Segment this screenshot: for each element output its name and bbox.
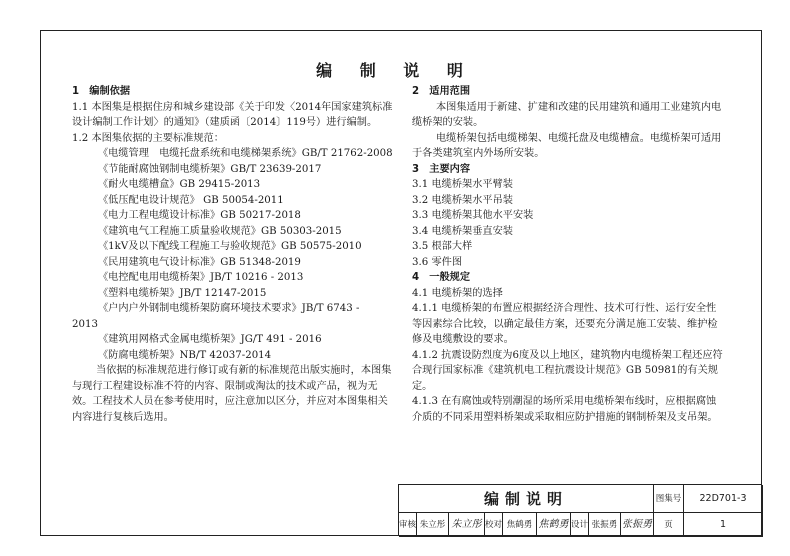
section-4-1-3-text: 4.1.3 在有腐蚀或特别潮湿的场所采用电缆桥架布线时，应根据腐蚀介质的不同采用塑料桥架或采取相应防护措施的钢制桥架及支吊架。 bbox=[412, 396, 718, 423]
section-1-heading: 1 编制依据 bbox=[72, 86, 131, 97]
standard-item: 《电控配电用电缆桥架》JB/T 10216 - 2013 bbox=[98, 272, 304, 283]
atlas-number: 22D701-3 bbox=[684, 485, 763, 513]
designer-signature: 张振勇 bbox=[621, 513, 654, 537]
check-label: 校对 bbox=[485, 513, 503, 537]
section-2-heading: 2 适用范围 bbox=[412, 86, 471, 97]
title-block-name: 编制说明 bbox=[399, 485, 654, 513]
section-3-item: 3.3 电缆桥架其他水平安装 bbox=[412, 210, 534, 221]
standard-item: 《1kV及以下配线工程施工与验收规范》GB 50575-2010 bbox=[98, 241, 362, 252]
standard-item-cont: 2013 bbox=[72, 318, 98, 330]
standard-item: 《户内户外钢制电缆桥架防腐环境技术要求》JB/T 6743 - bbox=[98, 303, 360, 314]
section-4-1-text: 4.1 电缆桥架的选择 bbox=[412, 287, 503, 299]
reviewer-signature: 朱立彤 bbox=[449, 513, 485, 537]
section-4-1-1-text: 4.1.1 电缆桥架的布置应根据经济合理性、技术可行性、运行安全性等因素综合比较，以确定最佳方案，还要充分满足施工安装、维护检修及电缆敷设的要求。 bbox=[412, 303, 718, 345]
section-4-1-2-text: 4.1.2 抗震设防烈度为6度及以上地区，建筑物内电缆桥架工程还应符合现行国家标准《建筑机电工程抗震设计规范》GB 50981的有关规定。 bbox=[412, 349, 723, 392]
standard-item: 《建筑用网格式金属电缆桥架》JG/T 491 - 2016 bbox=[98, 334, 322, 345]
checker-signature: 焦鹤勇 bbox=[537, 513, 571, 537]
left-column bbox=[72, 84, 394, 425]
standard-item: 《民用建筑电气设计标准》GB 51348-2019 bbox=[98, 256, 301, 268]
standard-item: 《塑料电缆桥架》JB/T 12147-2015 bbox=[98, 287, 267, 299]
design-label: 设计 bbox=[571, 513, 589, 537]
checker-name: 焦鹤勇 bbox=[503, 513, 537, 537]
standard-item: 《低压配电设计规范》 GB 50054-2011 bbox=[98, 194, 284, 206]
designer-name: 张振勇 bbox=[589, 513, 621, 537]
atlas-number-label: 图集号 bbox=[654, 485, 684, 513]
standard-item: 《电力工程电缆设计标准》GB 50217-2018 bbox=[98, 210, 301, 221]
page-title: 编 制 说 明 bbox=[316, 61, 474, 80]
page-label: 页 bbox=[654, 513, 684, 537]
section-3-item: 3.2 电缆桥架水平吊装 bbox=[412, 194, 513, 206]
standard-item: 《耐火电缆槽盒》GB 29415-2013 bbox=[98, 179, 261, 190]
section-3-item: 3.6 零件图 bbox=[412, 256, 463, 268]
section-2-para-1: 本图集适用于新建、扩建和改建的民用建筑和通用工业建筑内电缆桥架的安装。 bbox=[412, 101, 722, 128]
title-block bbox=[398, 484, 762, 536]
section-3-item: 3.5 根部大样 bbox=[412, 241, 473, 252]
right-column bbox=[412, 84, 724, 425]
section-4-heading: 4 一般规定 bbox=[412, 272, 471, 283]
section-1-2-text: 1.2 本图集依据的主要标准规范： bbox=[72, 132, 224, 144]
section-3-heading: 3 主要内容 bbox=[412, 163, 471, 175]
section-2-para-2: 电缆桥架包括电缆梯架、电缆托盘及电缆槽盒。电缆桥架可适用于各类建筑室内外场所安装。 bbox=[412, 132, 722, 159]
review-label: 审核 bbox=[399, 513, 417, 537]
standard-item: 《防腐电缆桥架》NB/T 42037-2014 bbox=[98, 349, 272, 361]
standard-item: 《节能耐腐蚀钢制电缆桥架》GB/T 23639-2017 bbox=[98, 163, 322, 175]
section-3-item: 3.4 电缆桥架垂直安装 bbox=[412, 225, 513, 237]
page-number: 1 bbox=[684, 513, 763, 537]
section-1-1-text: 1.1 本图集是根据住房和城乡建设部《关于印发〈2014年国家建筑标准设计编制工作计划〉的通知》（建质函〔2014〕119号）进行编制。 bbox=[72, 101, 393, 128]
reviewer-name: 朱立彤 bbox=[417, 513, 449, 537]
standards-note: 当依据的标准规范进行修订或有新的标准规范出版实施时，本图集与现行工程建设标准不符的内容、限制或淘汰的技术或产品，视为无效。工程技术人员在参考使用时，应注意加以区分，并应对本图集相关内容进行复核后选用。 bbox=[72, 365, 392, 423]
section-3-item: 3.1 电缆桥架水平臂装 bbox=[412, 179, 513, 190]
standard-item: 《建筑电气工程施工质量验收规范》GB 50303-2015 bbox=[98, 225, 342, 237]
standard-item: 《电缆管理 电缆托盘系统和电缆梯架系统》GB/T 21762-2008 bbox=[98, 148, 393, 159]
